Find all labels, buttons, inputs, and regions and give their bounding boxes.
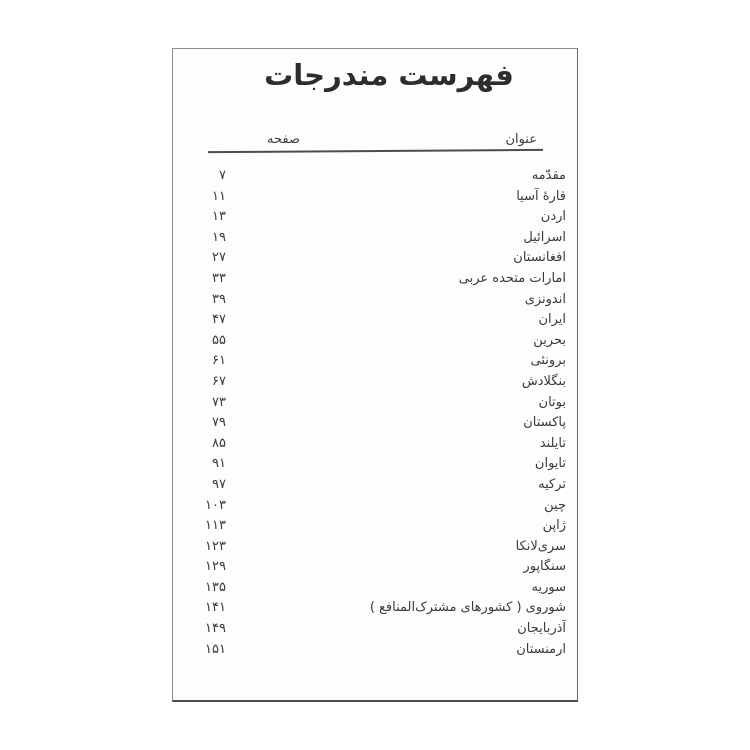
toc-entry-page: ۱۱۳ [205,518,226,534]
toc-entry-page: ۶۱ [212,353,226,369]
toc-entry-title: تایلند [539,435,566,451]
toc-entry-page: ۱۲۹ [205,559,226,575]
toc-entry-page: ۷۹ [212,415,226,431]
toc-entry-title: ایران [538,312,566,328]
toc-row [173,640,577,661]
toc-row [173,269,577,290]
toc-entry-page: ۳۹ [212,291,226,307]
toc-row [173,496,577,517]
toc-row [173,331,577,352]
toc-entry-page: ۲۷ [212,250,226,266]
toc-row [173,248,577,269]
toc-row [173,310,577,331]
toc-row [173,434,577,455]
toc-row [173,413,577,434]
toc-entry-title: اسرائیل [523,229,566,245]
toc-entry-title: بنگلادش [521,373,566,389]
toc-entry-title: آذربایجان [517,621,566,637]
toc-entry-title: سوریه [531,579,566,595]
toc-row [173,454,577,475]
toc-entry-title: ژاپن [542,518,566,534]
toc-entry-title: اردن [540,209,566,225]
toc-row [173,475,577,496]
toc-row [173,372,577,393]
toc-entry-page: ۱۴۹ [205,621,226,637]
toc-entry-page: ۷۳ [212,394,226,410]
toc-entry-page: ۱۱ [212,188,226,204]
toc-entry-page: ۱۲۳ [205,538,226,554]
toc-entry-page: ۵۵ [212,332,226,348]
toc-row [173,290,577,311]
toc-row [173,187,577,208]
toc-entry-title: مقدّمه [531,168,566,183]
column-header-title: عنوان [505,132,537,147]
toc-entry-page: ۳۳ [212,270,226,286]
toc-entry-title: قارۀ آسیا [516,188,566,204]
toc-row [173,228,577,249]
toc-entry-page: ۱۵۱ [205,641,226,657]
toc-entry-title: اندونزی [524,291,566,307]
toc-entry-title: امارات متحده عربی [458,270,566,286]
page-title: فهرست مندرجات [264,58,514,92]
toc-entry-title: سنگاپور [523,559,566,575]
toc-entry-title: تایوان [534,456,566,472]
toc-list [173,166,577,660]
toc-entry-title: بحرین [533,332,566,348]
toc-entry-title: ترکیه [538,476,566,492]
toc-entry-page: ۶۷ [212,373,226,389]
toc-row [173,393,577,414]
toc-entry-page: ۱۳ [212,209,226,225]
toc-entry-title: بوتان [538,394,566,410]
toc-row [173,578,577,599]
toc-entry-title: شوروی ( کشورهای مشترک‌المنافع ) [369,600,566,616]
toc-row [173,598,577,619]
column-header-page: صفحه [267,132,300,147]
toc-entry-page: ۴۷ [212,312,226,328]
toc-row [173,557,577,578]
toc-entry-page: ۷ [219,168,226,183]
toc-row [173,207,577,228]
header-rule [208,149,543,153]
toc-entry-title: چین [544,497,566,513]
toc-entry-title: افغانستان [513,250,566,266]
toc-row [173,537,577,558]
toc-entry-title: ارمنستان [516,641,566,657]
toc-entry-page: ۱۰۳ [205,497,226,513]
toc-row [173,351,577,372]
toc-entry-page: ۱۹ [212,229,226,245]
toc-entry-title: برونئی [530,353,566,369]
toc-entry-page: ۸۵ [212,435,226,451]
toc-entry-title: پاکستان [523,415,566,431]
toc-entry-page: ۱۴۱ [205,600,226,616]
book-page [172,48,578,702]
toc-entry-page: ۱۳۵ [205,579,226,595]
toc-row [173,166,577,187]
toc-row [173,619,577,640]
toc-entry-page: ۹۷ [212,476,226,492]
toc-row [173,516,577,537]
toc-entry-page: ۹۱ [212,456,226,472]
toc-entry-title: سری‌لانکا [515,538,566,554]
